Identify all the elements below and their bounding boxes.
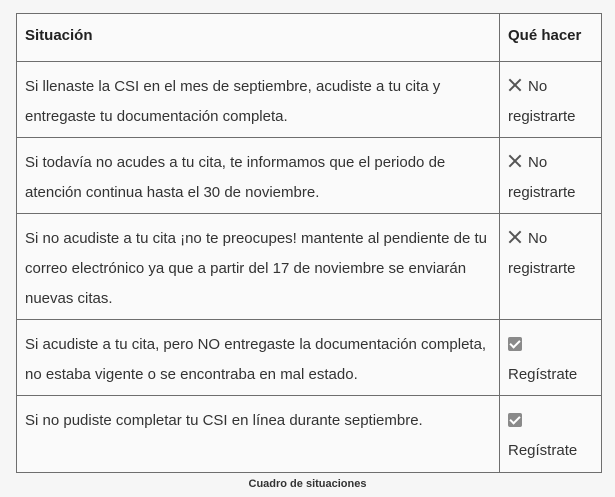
action-cell — [500, 62, 601, 137]
action-text: Regístrate — [508, 366, 578, 383]
action-text: No — [528, 230, 548, 247]
action-text: registrarte — [508, 184, 576, 201]
action-text: No — [528, 78, 548, 95]
situation-cell: Si no acudiste a tu cita ¡no te preocupes! mantente al pendiente de tu correo electrónico ya que a partir del 17 de noviembre se enviarán nuevas citas. — [17, 214, 500, 319]
action-cell — [500, 138, 601, 213]
table-row — [17, 319, 601, 395]
table-row — [17, 395, 601, 472]
action-text: No — [528, 154, 548, 171]
action-text: registrarte — [508, 108, 576, 125]
action-cell — [500, 214, 601, 319]
situation-cell: Si llenaste la CSI en el mes de septiembre, acudiste a tu cita y entregaste tu documentación completa. — [17, 62, 500, 137]
table-header-row — [17, 14, 601, 61]
situation-cell: Si no pudiste completar tu CSI en línea durante septiembre. — [17, 396, 500, 472]
situations-table — [16, 13, 602, 473]
table-row — [17, 213, 601, 319]
action-text: Regístrate — [508, 442, 578, 459]
action-cell — [500, 396, 601, 472]
x-icon — [508, 154, 522, 168]
header-action: Qué hacer — [508, 27, 582, 44]
checkbox-checked-icon — [508, 337, 522, 351]
header-situation: Situación — [17, 14, 500, 61]
table-row — [17, 61, 601, 137]
table-caption: Cuadro de situaciones — [248, 478, 367, 490]
situation-cell: Si acudiste a tu cita, pero NO entregaste la documentación completa, no estaba vigente o se encontraba en mal estado. — [17, 320, 500, 395]
action-cell — [500, 320, 601, 395]
situation-cell: Si todavía no acudes a tu cita, te informamos que el periodo de atención continua hasta el 30 de noviembre. — [17, 138, 500, 213]
x-icon — [508, 78, 522, 92]
table-row — [17, 137, 601, 213]
action-text: registrarte — [508, 260, 576, 277]
checkbox-checked-icon — [508, 413, 522, 427]
x-icon — [508, 230, 522, 244]
